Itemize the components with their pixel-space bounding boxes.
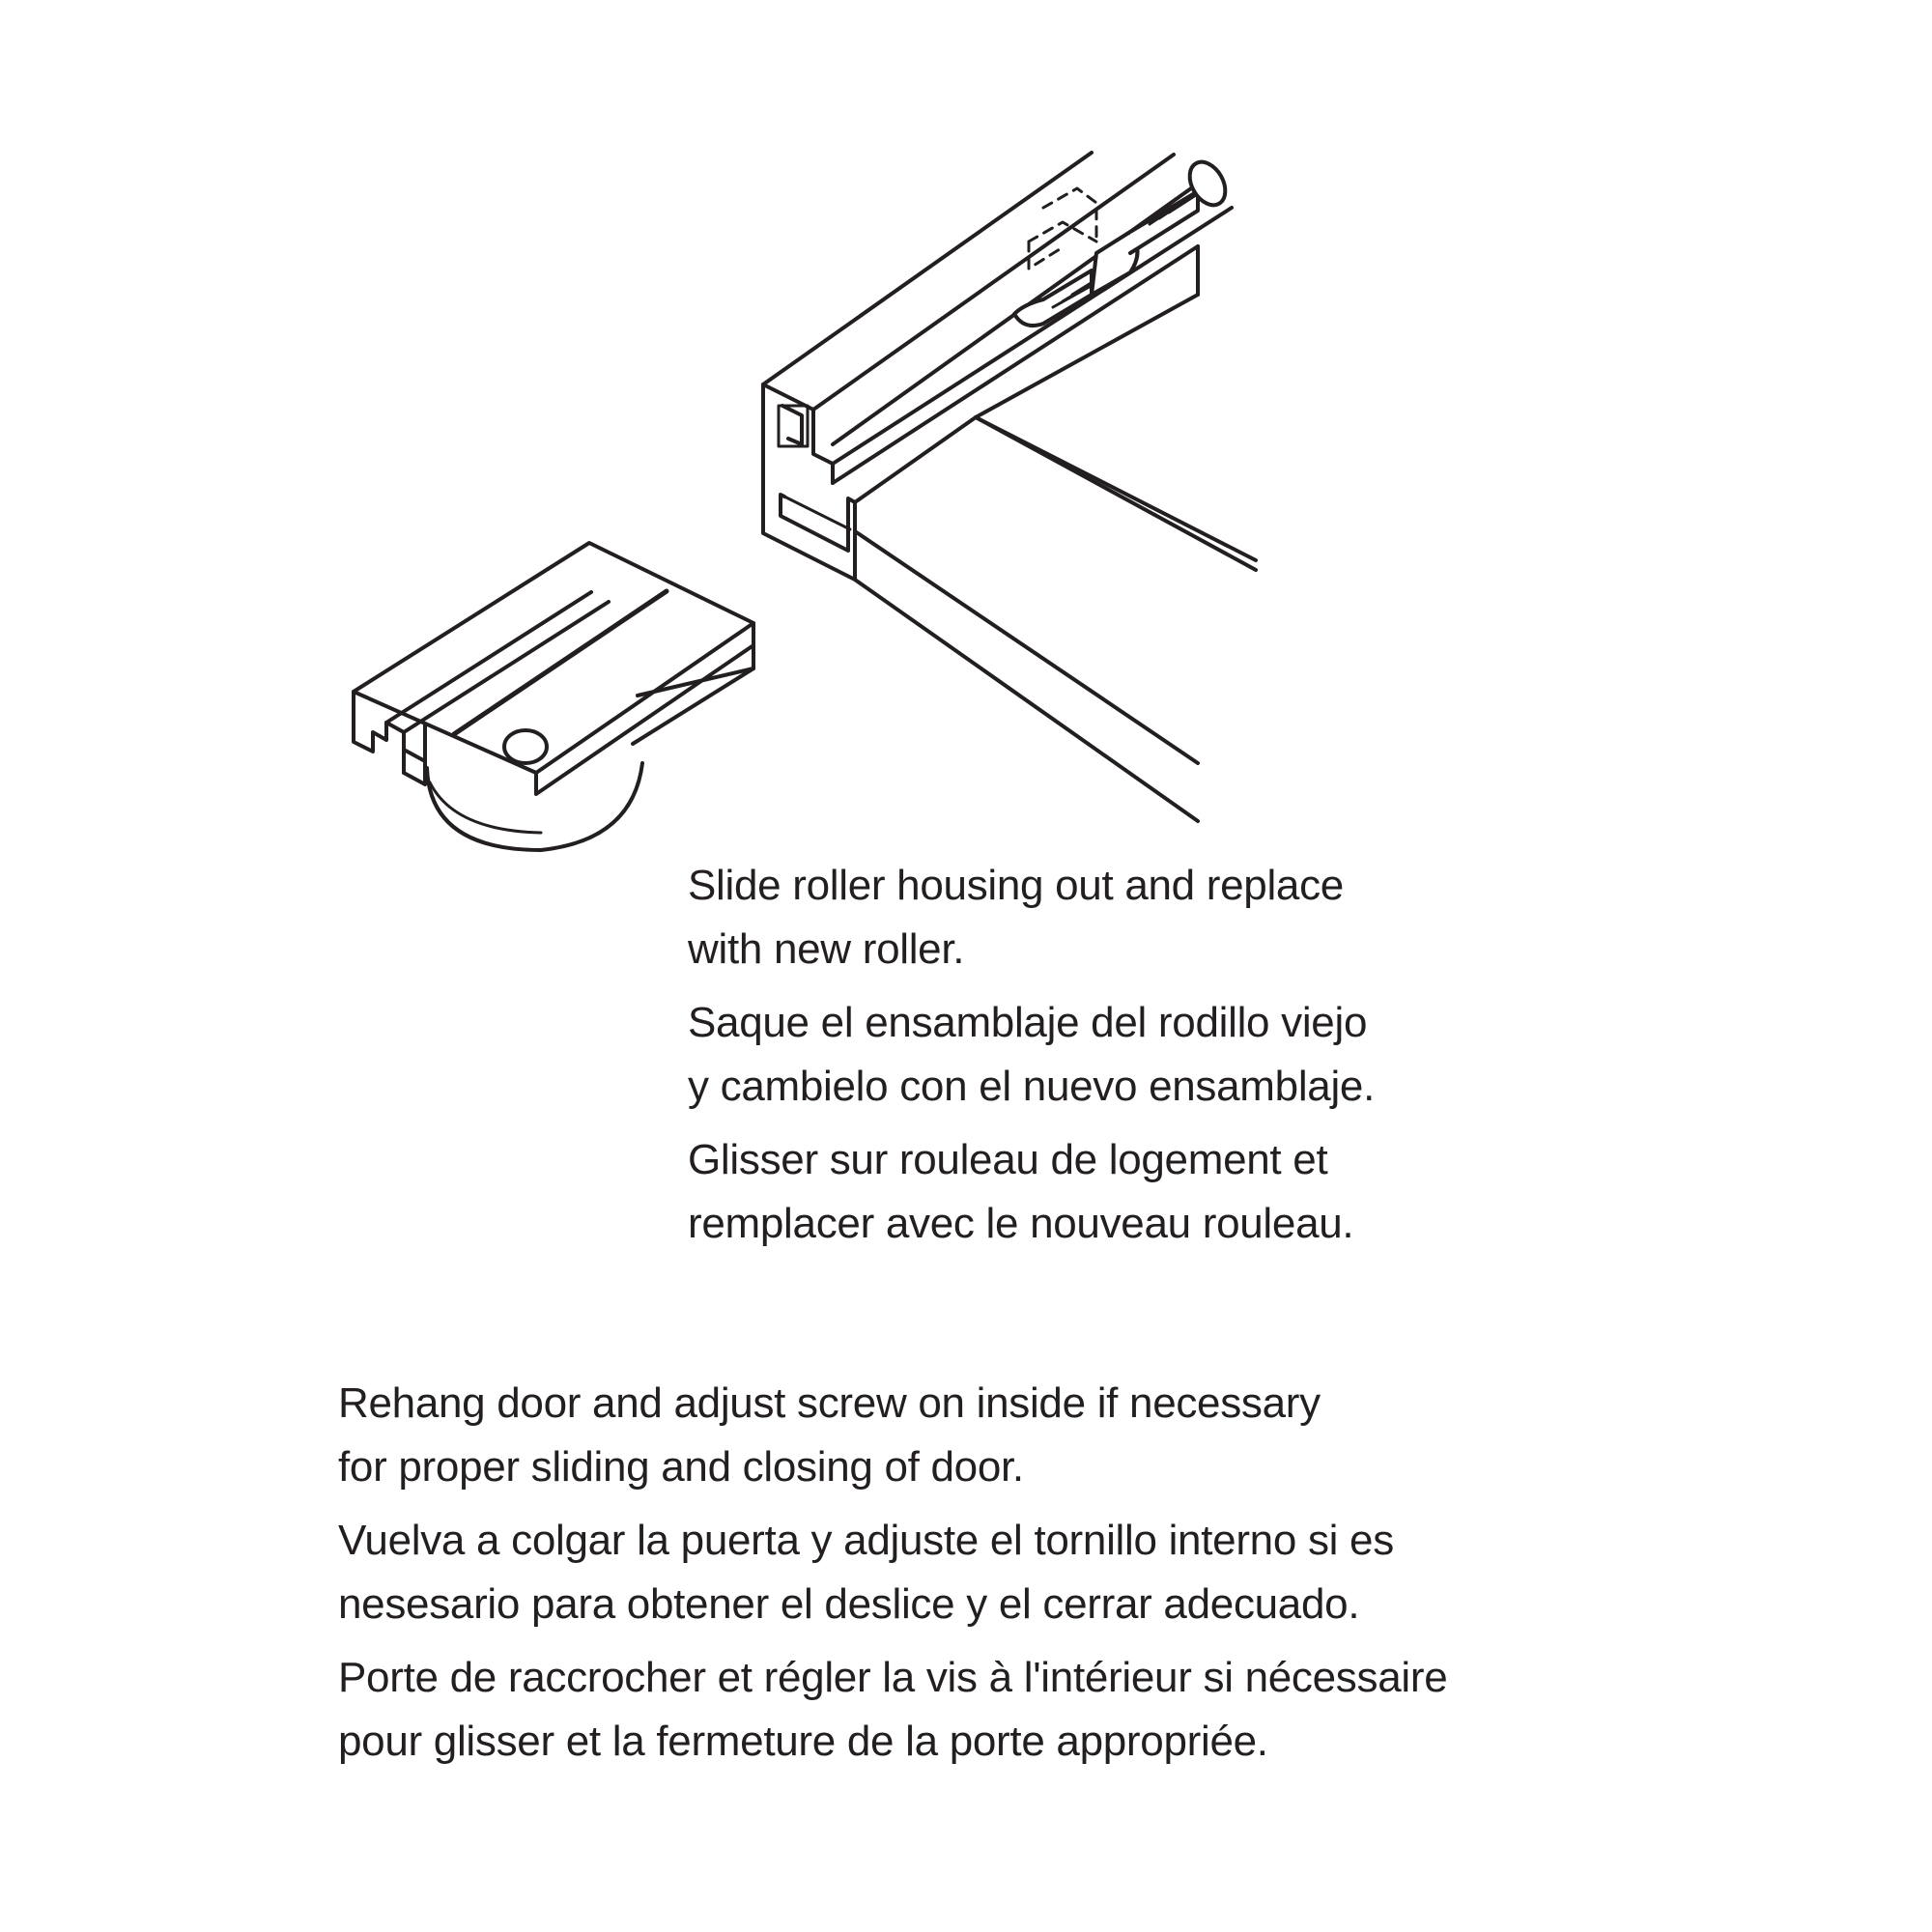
step-2-spanish xyxy=(338,1509,1884,1636)
step-1-french xyxy=(688,1128,1847,1256)
text-line: Vuelva a colgar la puerta y adjuste el tornillo interno si es xyxy=(338,1517,1394,1564)
door-frame-profile xyxy=(763,153,1256,821)
text-line: nesesario para obtener el deslice y el cerrar adecuado. xyxy=(338,1580,1360,1628)
text-line: for proper sliding and closing of door. xyxy=(338,1443,1024,1491)
text-line: with new roller. xyxy=(688,925,965,973)
step-2-french xyxy=(338,1646,1884,1774)
text-line: pour glisser et la fermeture de la porte appropriée. xyxy=(338,1718,1268,1765)
step-1-english xyxy=(688,854,1847,981)
text-line: Rehang door and adjust screw on inside if necessary xyxy=(338,1379,1321,1427)
step-1-instructions xyxy=(688,854,1847,1265)
step-2-english xyxy=(338,1372,1884,1499)
housing-top-plate xyxy=(354,543,753,773)
adjustment-screw xyxy=(1014,156,1233,326)
text-line: y cambielo con el nuevo ensamblaje. xyxy=(688,1063,1376,1110)
text-line: remplacer avec le nouveau rouleau. xyxy=(688,1200,1354,1247)
text-line: Porte de raccrocher et régler la vis à l'intérieur si nécessaire xyxy=(338,1654,1448,1701)
step-2-instructions xyxy=(338,1372,1884,1783)
text-line: Saque el ensamblaje del rodillo viejo xyxy=(688,999,1368,1046)
text-line: Slide roller housing out and replace xyxy=(688,862,1344,909)
step-1-spanish xyxy=(688,991,1847,1119)
roller-housing xyxy=(354,543,753,850)
illustration xyxy=(0,0,1932,869)
text-line: Glisser sur rouleau de logement et xyxy=(688,1136,1328,1183)
